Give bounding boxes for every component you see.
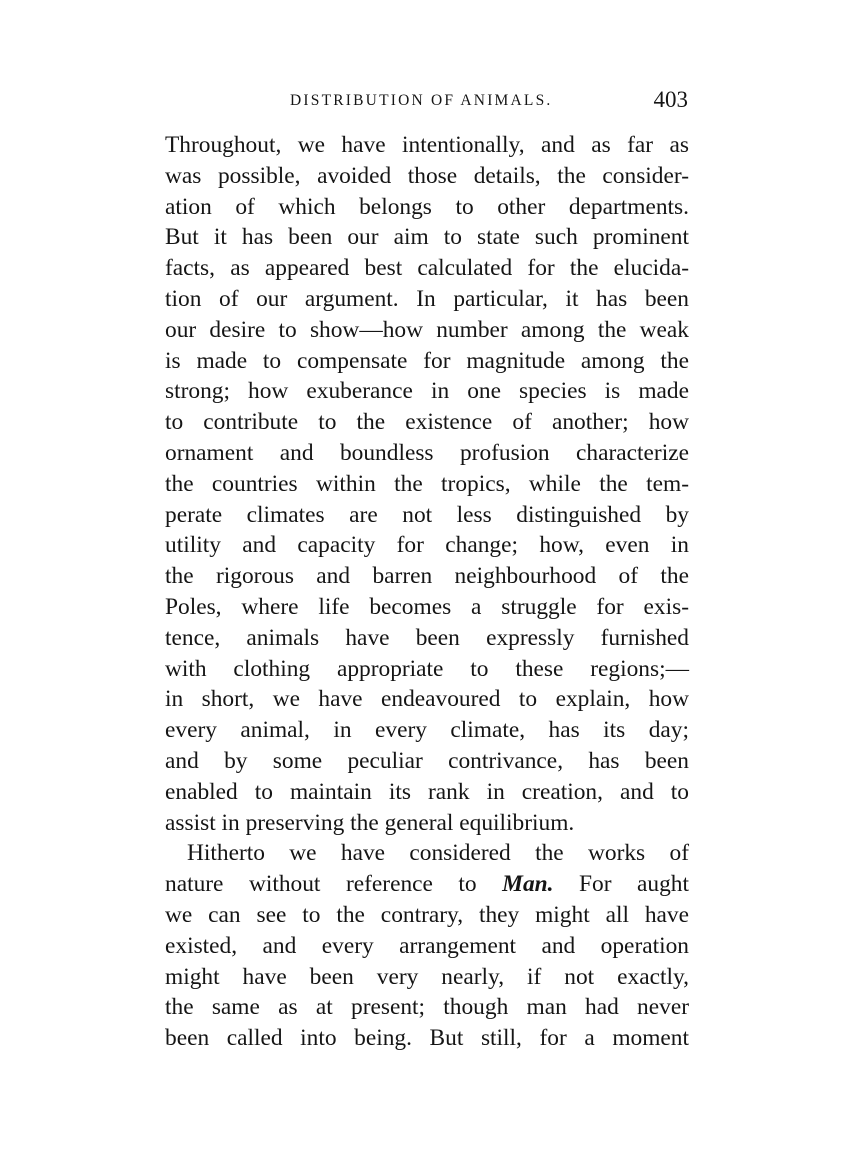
text-line: might have been very nearly, if not exactly, <box>165 963 689 990</box>
body-text <box>165 130 689 1054</box>
italic-word-man: Man. <box>502 871 554 898</box>
text-line: strong; how exuberance in one species is made <box>165 378 689 405</box>
text-line: assist in preserving the general equilibrium. <box>165 809 575 836</box>
text-line: and by some peculiar contrivance, has been <box>165 747 689 774</box>
text-line: Hitherto we have considered the works of <box>187 840 689 867</box>
paragraph-2 <box>165 838 689 1054</box>
text-line: in short, we have endeavoured to explain, how <box>165 686 689 713</box>
text-line: with clothing appropriate to these regions;— <box>165 655 689 682</box>
text-segment: nature without reference to <box>165 871 503 898</box>
paragraph-1 <box>165 130 689 838</box>
text-line: is made to compensate for magnitude among the <box>165 347 689 374</box>
running-head <box>165 87 692 116</box>
text-line: ation of which belongs to other departments. <box>165 193 689 220</box>
text-line: the same as at present; though man had never <box>165 994 689 1021</box>
text-line: to contribute to the existence of another; how <box>165 409 689 436</box>
text-line: tion of our argument. In particular, it has been <box>165 285 689 312</box>
text-line: tence, animals have been expressly furnished <box>165 624 689 651</box>
text-line: we can see to the contrary, they might all have <box>165 901 689 928</box>
text-segment: For aught <box>553 871 689 898</box>
text-line: our desire to show—how number among the weak <box>165 316 689 343</box>
text-line: was possible, avoided those details, the consider- <box>165 162 689 189</box>
text-line: facts, as appeared best calculated for the elucida- <box>165 255 689 282</box>
running-title: DISTRIBUTION OF ANIMALS. <box>290 92 553 109</box>
text-line: perate climates are not less distinguished by <box>165 501 689 528</box>
text-line: Throughout, we have intentionally, and as far as <box>165 132 689 158</box>
text-line: the rigorous and barren neighbourhood of the <box>165 563 689 590</box>
text-line: enabled to maintain its rank in creation, and to <box>165 778 689 805</box>
text-line: existed, and every arrangement and operation <box>165 932 689 959</box>
text-line <box>165 869 689 900</box>
page-number: 403 <box>653 87 688 112</box>
text-line: ornament and boundless profusion characterize <box>165 439 689 466</box>
text-line: Poles, where life becomes a struggle for exis- <box>165 593 689 620</box>
text-line: every animal, in every climate, has its day; <box>165 717 689 744</box>
text-line: utility and capacity for change; how, even in <box>165 532 689 559</box>
text-line: the countries within the tropics, while the tem- <box>165 470 689 497</box>
text-line: But it has been our aim to state such prominent <box>165 224 689 251</box>
text-line: been called into being. But still, for a moment <box>165 1025 689 1052</box>
